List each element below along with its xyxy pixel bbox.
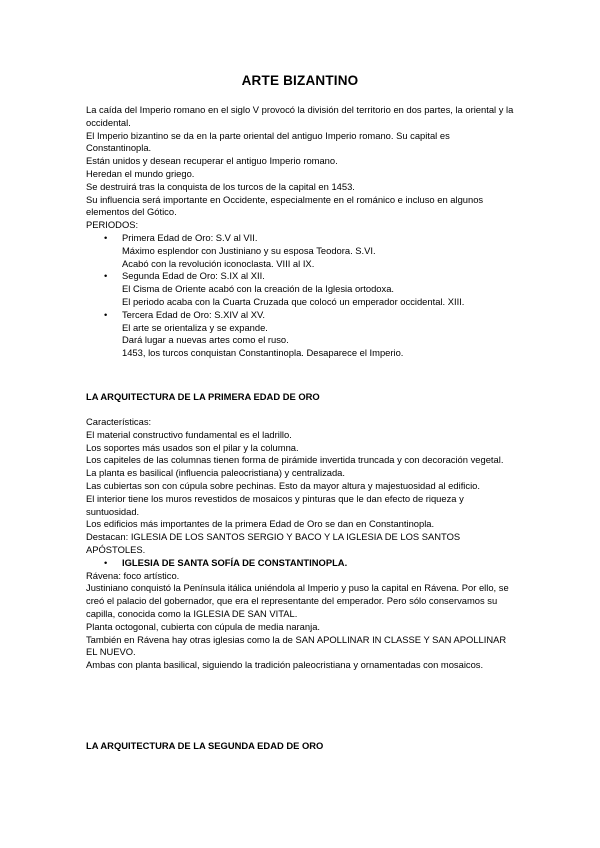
bullet-icon: • xyxy=(104,308,108,320)
paragraph: Destacan: IGLESIA DE LOS SANTOS SERGIO Y BACO Y LA IGLESIA DE LOS SANTOS APÓSTOLES. xyxy=(86,531,461,555)
paragraph: El material constructivo fundamental es el ladrillo. xyxy=(86,428,292,440)
section-heading: LA ARQUITECTURA DE LA PRIMERA EDAD DE ORO xyxy=(86,391,320,402)
list-item xyxy=(86,270,516,308)
bullet-icon: • xyxy=(104,556,108,568)
list-item xyxy=(86,557,516,570)
paragraph: Los soportes más usados son el pilar y la columna. xyxy=(86,441,299,453)
section1-block xyxy=(86,416,516,672)
list-item xyxy=(86,309,516,360)
period-detail: El arte se orientaliza y se expande. xyxy=(122,321,268,333)
period-detail: Máximo esplendor con Justiniano y su esposa Teodora. S.VI. xyxy=(122,244,376,256)
paragraph: La planta es basilical (influencia paleocristiana) y centralizada. xyxy=(86,467,345,479)
paragraph: Los capiteles de las columnas tienen forma de pirámide invertida truncada y con decoración vegetal. xyxy=(86,454,504,466)
period-detail: Acabó con la revolución iconoclasta. VIII al IX. xyxy=(122,257,315,269)
list-item xyxy=(86,232,516,270)
paragraph: Heredan el mundo griego. xyxy=(86,167,195,179)
period-detail: Dará lugar a nuevas artes como el ruso. xyxy=(122,334,289,346)
page-title: ARTE BIZANTINO xyxy=(241,73,359,88)
paragraph: Planta octogonal, cubierta con cúpula de media naranja. xyxy=(86,620,321,632)
period-name: Primera Edad de Oro: S.V al VII. xyxy=(122,231,258,243)
intro-block xyxy=(86,104,516,360)
paragraph: La caída del Imperio romano en el siglo V provocó la división del territorio en dos partes, la oriental y la occidental. xyxy=(86,104,514,128)
period-detail: 1453, los turcos conquistan Constantinopla. Desaparece el Imperio. xyxy=(122,347,404,359)
paragraph: Ambas con planta basilical, siguiendo la tradición paleocristiana y ornamentadas con mosaicos. xyxy=(86,659,484,671)
paragraph: Se destruirá tras la conquista de los turcos de la capital en 1453. xyxy=(86,180,355,192)
paragraph: Los edificios más importantes de la primera Edad de Oro se dan en Constantinopla. xyxy=(86,518,435,530)
section-heading: LA ARQUITECTURA DE LA SEGUNDA EDAD DE ORO xyxy=(86,740,324,751)
period-name: Tercera Edad de Oro: S.XIV al XV. xyxy=(122,308,265,320)
highlight-heading: IGLESIA DE SANTA SOFÍA DE CONSTANTINOPLA. xyxy=(122,556,348,568)
paragraph: El interior tiene los muros revestidos de mosaicos y pinturas que le dan efecto de riqueza y suntuosidad. xyxy=(86,492,464,517)
paragraph: Justiniano conquistó la Península itálica uniéndola al Imperio y puso la capital en Rávena. Por ello, se creó el palacio del gobernador, que era el representante del emperador. Pero sólo conservamos su capilla, conocida como la IGLESIA DE SAN VITAL. xyxy=(86,582,509,619)
period-detail: El periodo acaba con la Cuarta Cruzada que colocó un emperador occidental. XIII. xyxy=(122,295,465,307)
paragraph: Rávena: foco artístico. xyxy=(86,569,180,581)
paragraph: Las cubiertas son con cúpula sobre pechinas. Esto da mayor altura y majestuosidad al edificio. xyxy=(86,479,480,491)
period-name: Segunda Edad de Oro: S.IX al XII. xyxy=(122,270,265,282)
paragraph: También en Rávena hay otras iglesias como la de SAN APOLLINAR IN CLASSE Y SAN APOLLINAR EL NUEVO. xyxy=(86,633,507,658)
bullet-icon: • xyxy=(104,231,108,243)
paragraph: Su influencia será importante en Occidente, especialmente en el románico e incluso en algunos elementos del Gótico. xyxy=(86,193,484,218)
periods-label: PERIODOS: xyxy=(86,219,139,231)
paragraph: El Imperio bizantino se da en la parte oriental del antiguo Imperio romano. Su capital es Constantinopla. xyxy=(86,129,450,154)
paragraph: Características: xyxy=(86,416,152,427)
periods-list xyxy=(86,232,516,360)
bullet-icon: • xyxy=(104,270,108,282)
period-detail: El Cisma de Oriente acabó con la creación de la Iglesia ortodoxa. xyxy=(122,283,395,295)
paragraph: Están unidos y desean recuperar el antiguo Imperio romano. xyxy=(86,155,338,167)
